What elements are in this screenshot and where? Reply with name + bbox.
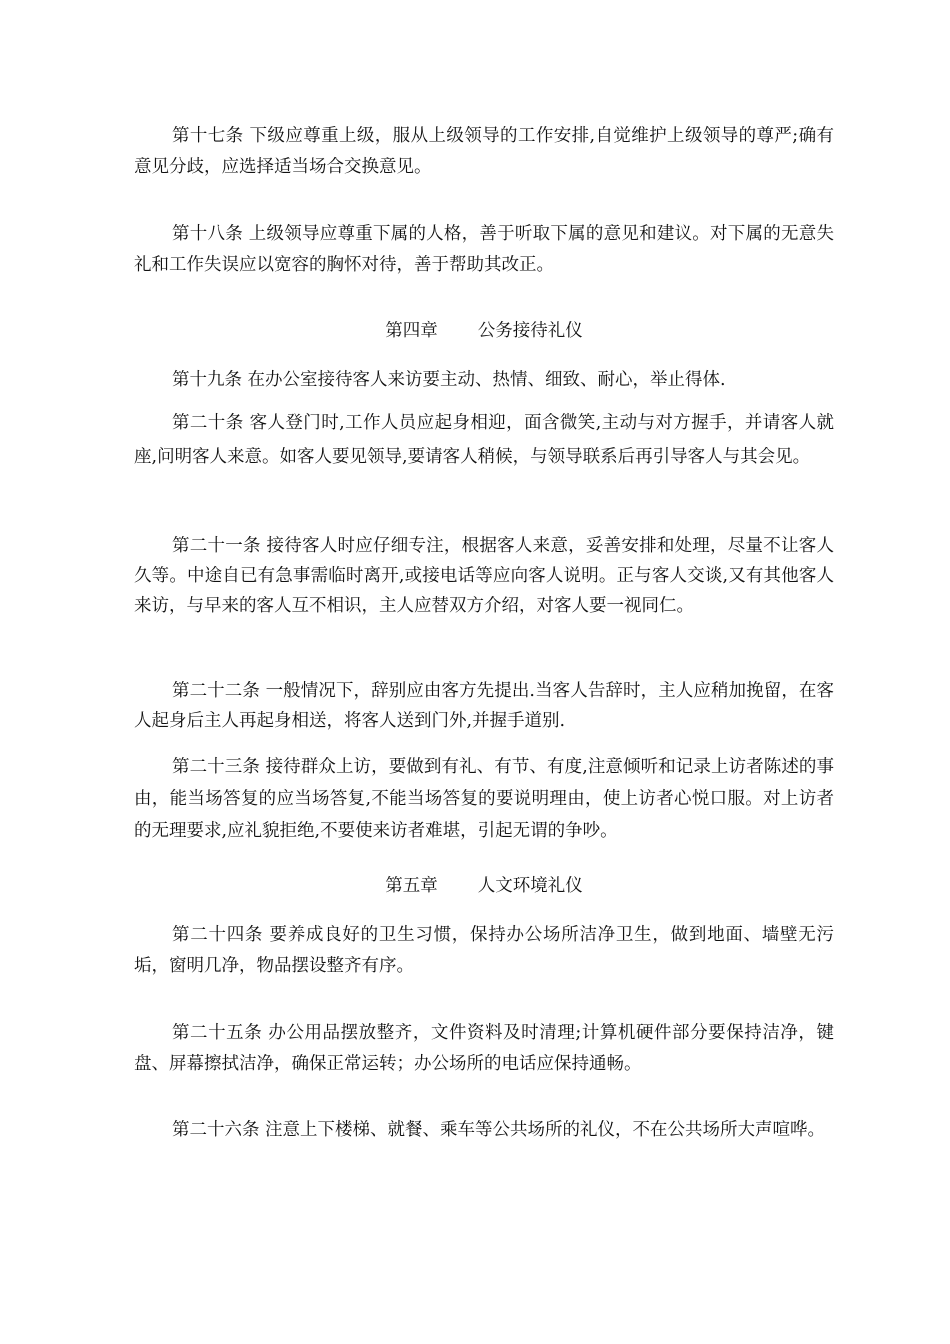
article-25: 第二十五条 办公用品摆放整齐，文件资料及时清理;计算机硬件部分要保持洁净，键盘、屏幕擦拭洁净，确保正常运转；办公场所的电话应保持通畅。 <box>134 1023 834 1074</box>
article-26: 第二十六条 注意上下楼梯、就餐、乘车等公共场所的礼仪，不在公共场所大声喧哗。 <box>172 1120 826 1140</box>
chapter-4-number: 第四章 <box>385 321 438 341</box>
article-23: 第二十三条 接待群众上访，要做到有礼、有节、有度,注意倾听和记录上访者陈述的事由，能当场答复的应当场答复,不能当场答复的要说明理由，使上访者心悦口服。对上访者的无理要求,应礼貌拒绝,不要使来访者难堪，引起无谓的争吵。 <box>134 757 834 841</box>
article-17: 第十七条 下级应尊重上级，服从上级领导的工作安排,自觉维护上级领导的尊严;确有意见分歧，应选择适当场合交换意见。 <box>134 126 834 177</box>
chapter-5-heading <box>134 871 834 902</box>
chapter-5-title: 人文环境礼仪 <box>477 876 583 896</box>
article-22: 第二十二条 一般情况下，辞别应由客方先提出.当客人告辞时，主人应稍加挽留，在客人起身后主人再起身相送，将客人送到门外,并握手道别. <box>134 681 834 731</box>
chapter-4-heading <box>134 316 834 347</box>
chapter-5-number: 第五章 <box>385 876 438 896</box>
chapter-4-title: 公务接待礼仪 <box>477 321 583 341</box>
article-21: 第二十一条 接待客人时应仔细专注，根据客人来意，妥善安排和处理，尽量不让客人久等。中途自已有急事需临时离开,或接电话等应向客人说明。正与客人交谈,又有其他客人来访，与早来的客人互不相识，主人应替双方介绍，对客人要一视同仁。 <box>134 536 834 616</box>
article-18: 第十八条 上级领导应尊重下属的人格，善于听取下属的意见和建议。对下属的无意失礼和工作失误应以宽容的胸怀对待，善于帮助其改正。 <box>134 224 834 275</box>
article-24: 第二十四条 要养成良好的卫生习惯，保持办公场所洁净卫生，做到地面、墙壁无污垢，窗明几净，物品摆设整齐有序。 <box>134 925 834 976</box>
article-20: 第二十条 客人登门时,工作人员应起身相迎，面含微笑,主动与对方握手，并请客人就座,问明客人来意。如客人要见领导,要请客人稍候，与领导联系后再引导客人与其会见。 <box>134 413 834 467</box>
article-19: 第十九条 在办公室接待客人来访要主动、热情、细致、耐心，举止得体. <box>172 370 726 390</box>
